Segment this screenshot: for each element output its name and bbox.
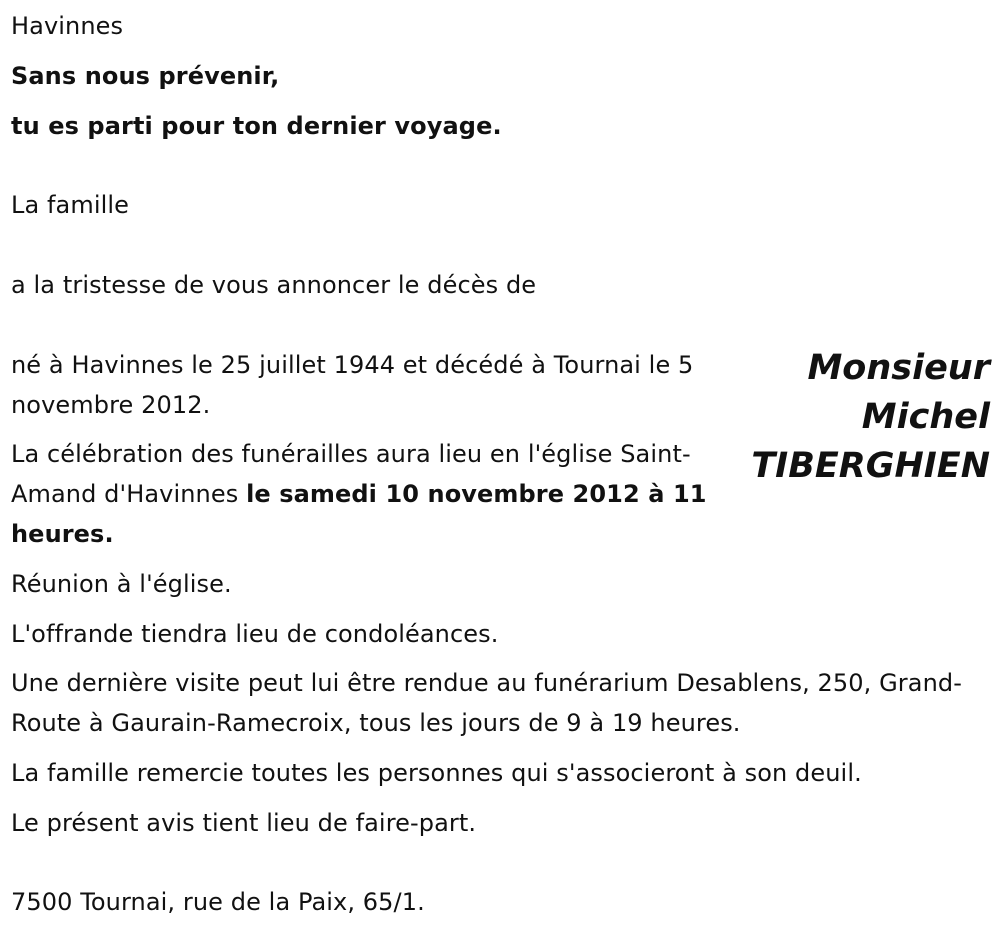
ceremony-date: le samedi 10 novembre 2012 à 11 heures.: [11, 480, 707, 548]
family-label: La famille: [11, 191, 130, 219]
deceased-first-name: Michel: [861, 397, 990, 437]
place-heading: Havinnes: [11, 12, 124, 40]
ceremony-intro: La célébration des funérailles aura lieu en l'église Saint-Amand d'Havinnes: [11, 440, 691, 508]
address-text: 7500 Tournai, rue de la Paix, 65/1.: [11, 888, 425, 916]
deceased-last-name: TIBERGHIEN: [751, 446, 990, 486]
thanks-text: La famille remercie toutes les personnes qui s'associeront à son deuil.: [11, 759, 862, 787]
deceased-name: [751, 344, 990, 491]
epigraph-line-2: tu es parti pour ton dernier voyage.: [11, 112, 502, 140]
announcement-text: a la tristesse de vous annoncer le décès de: [11, 271, 537, 299]
birth-death-text: né à Havinnes le 25 juillet 1944 et décédé à Tournai le 5 novembre 2012.: [11, 351, 694, 419]
ceremony-paragraph: [11, 434, 736, 554]
visit-text: Une dernière visite peut lui être rendue au funérarium Desablens, 250, Grand-Route à Gaurain-Ramecroix, tous les jours de 9 à 19 heures.: [11, 669, 962, 737]
epigraph-line-1: Sans nous prévenir,: [11, 62, 280, 90]
faire-part-text: Le présent avis tient lieu de faire-part.: [11, 809, 477, 837]
offering-text: L'offrande tiendra lieu de condoléances.: [11, 620, 499, 648]
meeting-text: Réunion à l'église.: [11, 570, 232, 598]
deceased-title: Monsieur: [807, 348, 990, 388]
